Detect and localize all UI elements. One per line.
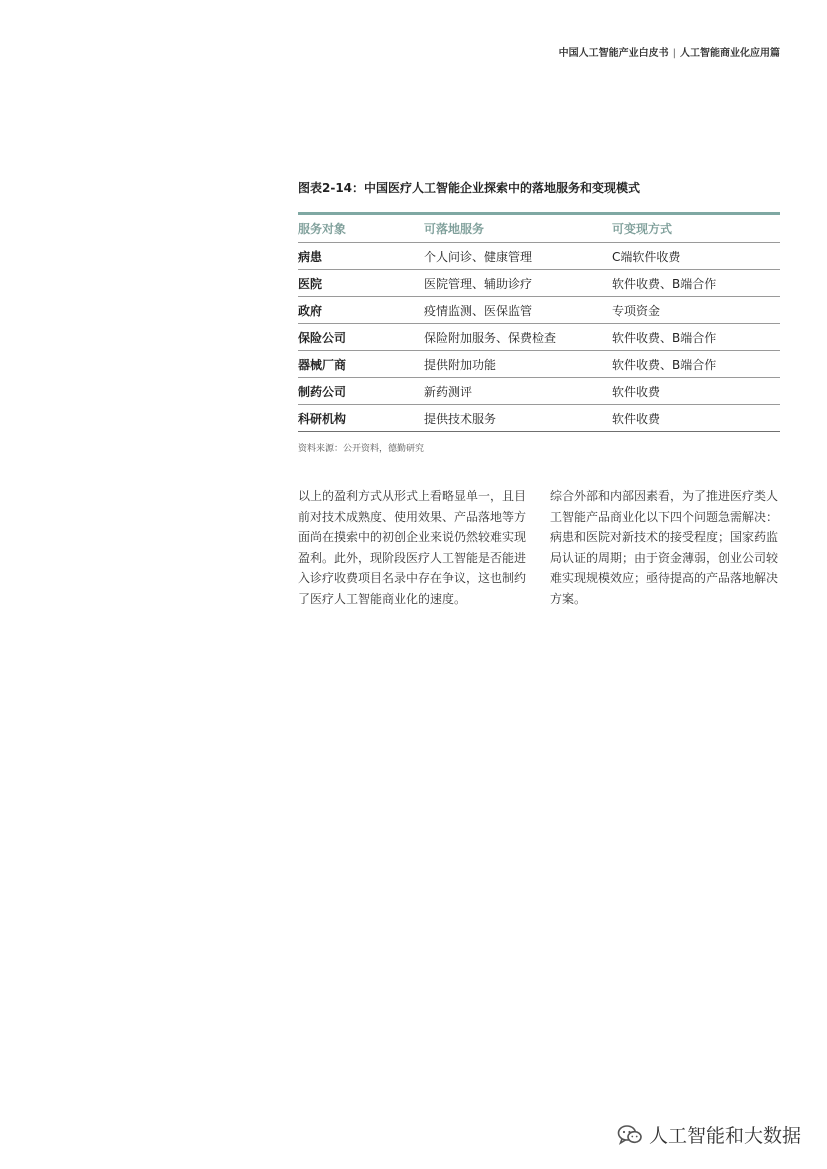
- table-row: [298, 351, 780, 378]
- table-row: [298, 243, 780, 270]
- table-cell-target: 器械厂商: [298, 357, 347, 372]
- header-section-title: 人工智能商业化应用篇: [680, 48, 780, 59]
- table-cell-service: 提供附加功能: [424, 357, 497, 372]
- column-header: 可落地服务: [424, 222, 485, 236]
- table-cell-target: 科研机构: [298, 411, 347, 426]
- table-row: [298, 324, 780, 351]
- table-cell-service: 个人问诊、健康管理: [424, 249, 533, 264]
- table-cell-service: 医院管理、辅助诊疗: [424, 276, 533, 291]
- service-table: [298, 212, 780, 432]
- table-cell-target: 病患: [298, 249, 323, 264]
- watermark-text: 人工智能和大数据: [648, 1125, 801, 1147]
- table-cell-target: 制药公司: [298, 384, 347, 399]
- table-cell-service: 保险附加服务、保费检查: [424, 330, 557, 345]
- table-cell-service: 新药测评: [424, 384, 473, 399]
- table-row: [298, 297, 780, 324]
- table-cell-monetization: 软件收费: [612, 411, 661, 426]
- table-cell-monetization: 软件收费: [612, 384, 661, 399]
- table-cell-target: 政府: [298, 303, 323, 318]
- body-paragraph-left: 以上的盈利方式从形式上看略显单一，且目前对技术成熟度、使用效果、产品落地等方面尚在摸索中的初创企业来说仍然较难实现盈利。此外，现阶段医疗人工智能是否能进入诊疗收费项目名录中存在争议，这也制约了医疗人工智能商业化的速度。: [298, 489, 527, 606]
- column-header: 可变现方式: [612, 222, 673, 236]
- page-header: [559, 44, 780, 59]
- figure-title: 图表2-14：中国医疗人工智能企业探索中的落地服务和变现模式: [298, 181, 641, 195]
- header-separator: |: [672, 48, 676, 59]
- table-row: [298, 405, 780, 432]
- figure-source-note: 资料来源：公开资料，德勤研究: [298, 444, 425, 454]
- table-cell-target: 医院: [298, 276, 323, 291]
- table-cell-service: 疫情监测、医保监管: [424, 303, 533, 318]
- table-row: [298, 270, 780, 297]
- table-cell-monetization: 专项资金: [612, 303, 661, 318]
- header-report-title: 中国人工智能产业白皮书: [558, 48, 669, 59]
- table-cell-monetization: 软件收费、B端合作: [612, 330, 717, 345]
- column-header: 服务对象: [298, 222, 347, 236]
- wechat-icon: [617, 1124, 643, 1146]
- table-header-row: [298, 215, 780, 243]
- table-cell-monetization: 软件收费、B端合作: [612, 276, 717, 291]
- table-cell-service: 提供技术服务: [424, 411, 497, 426]
- table-row: [298, 378, 780, 405]
- table-cell-monetization: C端软件收费: [612, 249, 681, 264]
- table-cell-target: 保险公司: [298, 330, 347, 345]
- table-cell-monetization: 软件收费、B端合作: [612, 357, 717, 372]
- body-paragraph-right: 综合外部和内部因素看，为了推进医疗类人工智能产品商业化以下四个问题急需解决：病患和医院对新技术的接受程度；国家药监局认证的周期；由于资金薄弱，创业公司较难实现规模效应；亟待提高的产品落地解决方案。: [550, 489, 779, 606]
- wechat-watermark: [617, 1121, 801, 1148]
